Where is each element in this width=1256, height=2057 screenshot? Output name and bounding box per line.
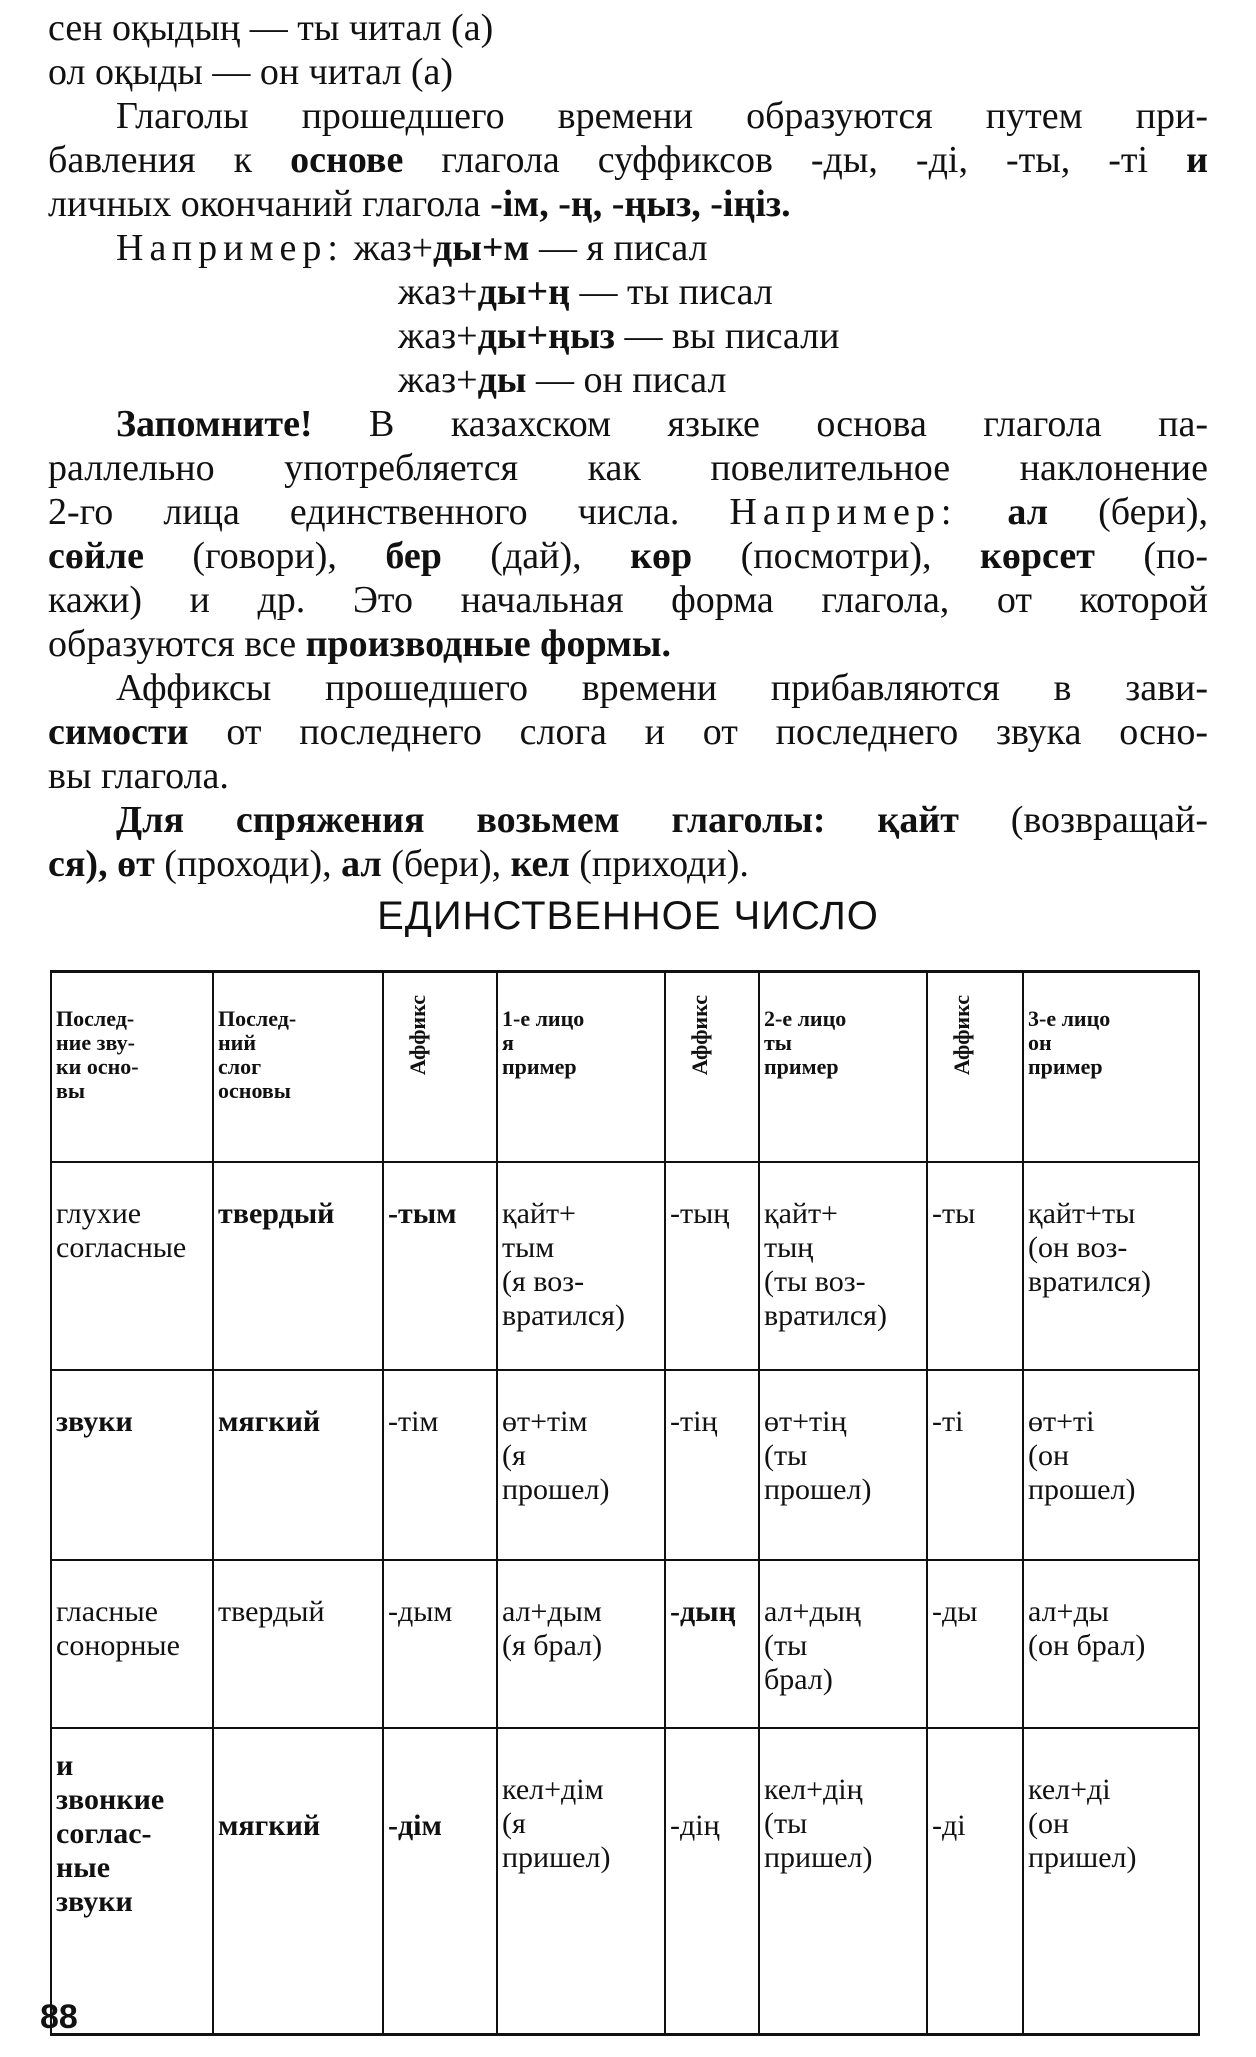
cell-sounds: звуки: [51, 1370, 213, 1560]
conjugate-verb: ал: [341, 843, 382, 885]
remember-verb: көрсет: [979, 535, 1095, 577]
example-gloss: — вы писали: [614, 315, 840, 357]
header-text: Послед- ние зву- ки осно- вы: [56, 1006, 139, 1103]
header-last-sounds: [51, 972, 213, 1163]
cell-affix: -тым: [383, 1162, 497, 1370]
cell-affix: -ды: [927, 1560, 1023, 1728]
cell-affix: -тім: [383, 1370, 497, 1560]
cell-syllable: твердый: [213, 1560, 383, 1728]
example-affix: ды+м: [433, 227, 530, 269]
remember-example-label: Например:: [729, 491, 958, 533]
conjugate-verb: кел: [510, 843, 570, 885]
cell-affix: -ді: [927, 1728, 1023, 2035]
example-line-2: [48, 270, 1208, 314]
remember-label: Запомните!: [116, 403, 313, 445]
header-text: Аффикс: [405, 995, 430, 1076]
page-text: [48, 6, 1208, 948]
cell-sounds: и звонкие соглас- ные звуки: [51, 1728, 213, 2035]
cell-example: кел+дім (я пришел): [497, 1728, 665, 2035]
remember-verb: ал: [957, 491, 1049, 533]
cell-syllable: мягкий: [213, 1728, 383, 2035]
cell-affix: -ты: [927, 1162, 1023, 1370]
affixes-line-2: [48, 710, 1208, 754]
cell-example: кел+ді (он пришел): [1023, 1728, 1199, 2035]
conjugation-table: [50, 970, 1200, 2036]
header-text: 3-е лицо он пример: [1028, 1006, 1111, 1079]
header-affix-1: [383, 972, 497, 1163]
intro-line-1: сен оқыдың — ты читал (а): [48, 7, 494, 49]
cell-affix: -дың: [665, 1560, 759, 1728]
example-line-1: [48, 226, 1208, 270]
header-text: Аффикс: [949, 995, 974, 1076]
cell-affix: -тың: [665, 1162, 759, 1370]
example-affix: ды+ң: [477, 271, 571, 313]
remember-line-3: [48, 490, 1208, 534]
table-row: [51, 1728, 1199, 2035]
remember-gloss: (бери),: [1048, 491, 1208, 533]
rule-bold: основе: [290, 139, 404, 181]
conjugate-line-1: [48, 798, 1208, 842]
remember-gloss: (посмотри),: [692, 535, 980, 577]
cell-example: қайт+ты (он воз- вратился): [1023, 1162, 1199, 1370]
header-second-person: [759, 972, 927, 1163]
example-label: Например:: [116, 227, 344, 269]
page-number: 88: [40, 1998, 78, 2036]
affixes-bold: симости: [48, 711, 189, 753]
cell-example: қайт+ тың (ты воз- вратился): [759, 1162, 927, 1370]
table-header-row: [51, 972, 1199, 1163]
rule-text: бавления к: [48, 139, 291, 181]
remember-text: образуются все: [48, 623, 306, 665]
cell-affix: -ті: [927, 1370, 1023, 1560]
header-third-person: [1023, 972, 1199, 1163]
example-stem: жаз+: [398, 359, 478, 401]
remember-line-5: кажи) и др. Это начальная форма глагола, от которой: [48, 579, 1208, 621]
affixes-text: от последнего слога и от последнего звука осно-: [188, 711, 1208, 753]
rule-line-1: Глаголы прошедшего времени образуются путем при-: [116, 95, 1208, 137]
table-heading: ЕДИНСТВЕННОЕ ЧИСЛО: [377, 894, 879, 938]
example-affix: ды+ңыз: [477, 315, 615, 357]
table-row: [51, 1560, 1199, 1728]
cell-syllable: мягкий: [213, 1370, 383, 1560]
header-affix-2: [665, 972, 759, 1163]
header-text: Послед- ний слог основы: [218, 1006, 297, 1103]
rule-line-3: [48, 182, 1208, 226]
conjugate-gloss: (бери),: [381, 843, 511, 885]
conjugate-gloss: ся),: [48, 843, 118, 885]
remember-line-6: [48, 622, 1208, 666]
cell-example: өт+тің (ты прошел): [759, 1370, 927, 1560]
table-row: [51, 1162, 1199, 1370]
conjugate-gloss: (приходи).: [569, 843, 749, 885]
cell-sounds: глухие согласные: [51, 1162, 213, 1370]
remember-text: В казахском языке основа глагола па-: [312, 403, 1208, 445]
rule-endings: -ім, -ң, -ңыз, -іңіз.: [490, 183, 791, 225]
cell-affix: -тің: [665, 1370, 759, 1560]
affixes-line-1: Аффиксы прошедшего времени прибавляются в зави-: [116, 667, 1208, 709]
cell-example: қайт+ тым (я воз- вратился): [497, 1162, 665, 1370]
affixes-line-3: вы глагола.: [48, 755, 229, 797]
rule-text: глагола суффиксов -ды, -ді, -ты, -ті: [403, 139, 1187, 181]
header-first-person: [497, 972, 665, 1163]
example-gloss: — ты писал: [570, 271, 773, 313]
table-row: [51, 1370, 1199, 1560]
conjugate-line-2: [48, 842, 1208, 886]
example-gloss: — я писал: [529, 227, 708, 269]
rule-bold: и: [1186, 139, 1208, 181]
remember-text: 2-го лица единственного числа.: [48, 491, 730, 533]
remember-verb: бер: [385, 535, 442, 577]
header-text: 2-е лицо ты пример: [764, 1006, 847, 1079]
example-affix: ды: [477, 359, 527, 401]
example-stem: жаз+: [353, 227, 434, 269]
cell-sounds: гласные сонорные: [51, 1560, 213, 1728]
example-gloss: — он писал: [526, 359, 727, 401]
remember-line-2: раллельно употребляется как повелительное наклонение: [48, 447, 1208, 489]
example-line-4: [48, 358, 1208, 402]
cell-example: кел+дің (ты пришел): [759, 1728, 927, 2035]
conjugate-bold: Для спряжения возьмем глаголы:: [116, 799, 878, 841]
cell-affix: -дім: [383, 1728, 497, 2035]
header-last-syllable: [213, 972, 383, 1163]
conjugate-verb: өт: [117, 843, 155, 885]
example-stem: жаз+: [398, 315, 478, 357]
example-stem: жаз+: [398, 271, 478, 313]
cell-example: ал+дым (я брал): [497, 1560, 665, 1728]
remember-gloss: (по-: [1094, 535, 1208, 577]
remember-line-4: [48, 534, 1208, 578]
remember-verb: сөйле: [48, 535, 144, 577]
remember-bold: производные формы.: [305, 623, 672, 665]
remember-line-1: [48, 402, 1208, 446]
conjugate-gloss: (проходи),: [154, 843, 342, 885]
cell-affix: -дің: [665, 1728, 759, 2035]
header-text: Аффикс: [687, 995, 712, 1076]
example-line-3: [48, 314, 1208, 358]
header-affix-3: [927, 972, 1023, 1163]
conjugate-gloss: (возвращай-: [958, 799, 1208, 841]
rule-line-2: [48, 138, 1208, 182]
cell-example: ал+ды (он брал): [1023, 1560, 1199, 1728]
remember-gloss: (дай),: [441, 535, 631, 577]
cell-example: өт+тім (я прошел): [497, 1370, 665, 1560]
remember-verb: көр: [630, 535, 693, 577]
cell-example: өт+ті (он прошел): [1023, 1370, 1199, 1560]
cell-example: ал+дың (ты брал): [759, 1560, 927, 1728]
cell-affix: -дым: [383, 1560, 497, 1728]
intro-line-2: ол оқыды — он читал (а): [48, 51, 454, 93]
rule-text: личных окончаний глагола: [48, 183, 491, 225]
remember-gloss: (говори),: [143, 535, 386, 577]
header-text: 1-е лицо я пример: [502, 1006, 585, 1079]
cell-syllable: твердый: [213, 1162, 383, 1370]
conjugate-verb: қайт: [877, 799, 959, 841]
